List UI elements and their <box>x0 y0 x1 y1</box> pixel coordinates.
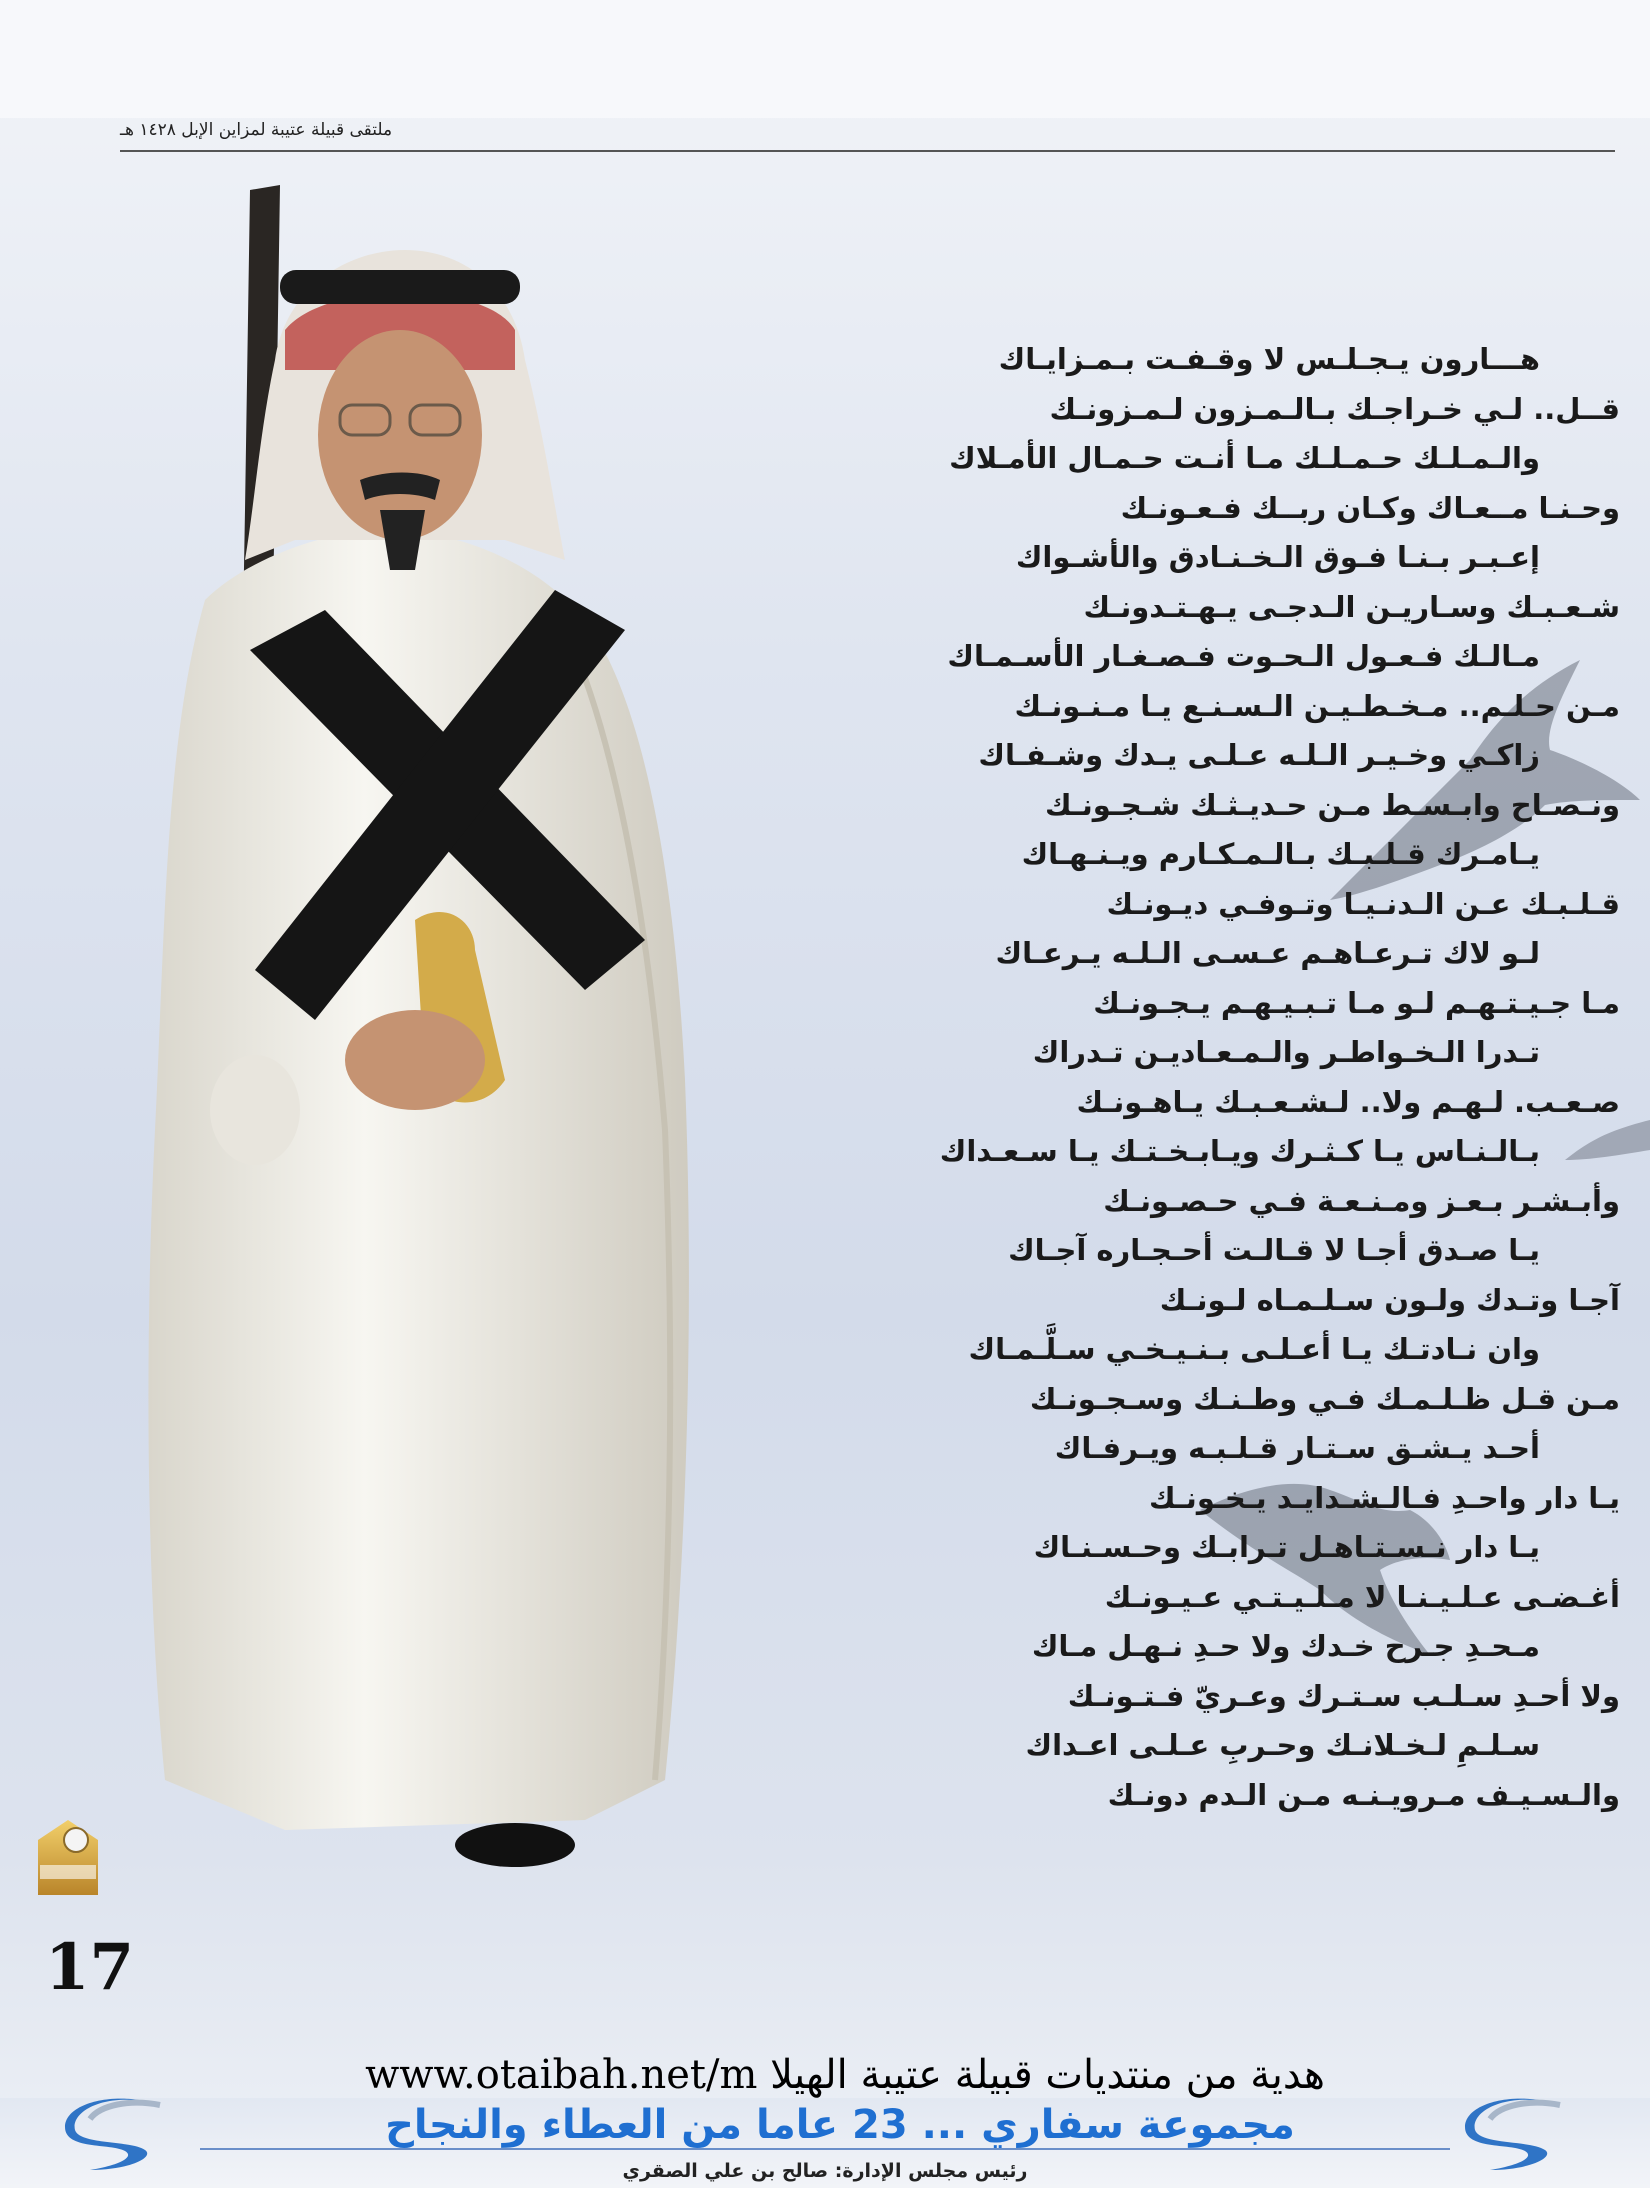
poem-line: مـالـك فـعـول الـحـوت فـصـغـار الأسـمـاك <box>947 639 1540 673</box>
poem-line: آجـا وتـدك ولـون سـلـمـاه لـونـك <box>1159 1282 1620 1317</box>
poem-line: أغـضـى عـلـيـنـا لا مـلـيـتـي عـيـونـك <box>1104 1579 1620 1614</box>
poem-line: يـا دار نـسـتـاهـل تـرابـك وحـسـنـاك <box>1033 1530 1540 1564</box>
chairman-credit: رئيس مجلس الإدارة: صالح بن علي الصقري <box>622 2160 1028 2182</box>
poem-line: وحـنـا مــعـاك وكـان ربــك فـعـونـك <box>1120 490 1620 525</box>
poem-line: وان نـادتـك يـا أعـلـى بـنـيـخـي سـلَّـمـاك <box>968 1332 1540 1366</box>
poem-line: يـا دار واحـدِ فـالـشـدايـد يـخـونـك <box>1149 1480 1620 1515</box>
poem-line: وأبـشـر بـعـز ومـنـعـة فـي حـصـونـك <box>1103 1183 1620 1218</box>
forum-url-watermark: www.otaibah.net/m هدية من منتديات قبيلة عتيبة الهيلا <box>365 2052 1325 2098</box>
portrait-figure-graphic <box>85 180 725 1890</box>
poem-line: ولا أحـدِ سـلـب سـتـرك وعـريّ فـتـونـك <box>1067 1678 1620 1713</box>
poem-line: والـمـلـك حـمـلـك مـا أنـت حـمـال الأمـلاك <box>949 441 1540 475</box>
poem-line: مـحـدِ جـرح خـدك ولا حـدِ نـهـل مـاك <box>1031 1629 1540 1663</box>
poem-text-block <box>740 335 1620 1820</box>
footer-divider <box>200 2148 1450 2150</box>
poem-line: مـا جـيـتـهـم لـو مـا تـبـيـهـم يـجـونـك <box>1093 985 1620 1020</box>
header-divider <box>120 150 1615 152</box>
poem-line: أحـد يـشـق سـتـار قـلـبـه ويـرفـاك <box>1054 1431 1540 1465</box>
poem-line: مـن حـلـم.. مـخـطـيـن الـسـنـع يـا مـنـونـك <box>1014 688 1620 723</box>
poem-line: سـلـمِ لـخـلانـك وحـربِ عـلـى اعـداك <box>1025 1728 1540 1762</box>
safari-swoosh-logo-right <box>1460 2085 1570 2175</box>
poem-line: قــل.. لـي خـراجـك بـالـمـزون لـمـزونـك <box>1049 391 1620 426</box>
safari-group-slogan: مجموعة سفاري ... 23 عاما من العطاء والنجاح <box>385 2102 1295 2148</box>
safari-swoosh-logo-left <box>60 2085 170 2175</box>
poem-line: لـو لاك تـرعـاهـم عـسـى الـلـه يـرعـاك <box>995 936 1540 970</box>
poem-line: قـلـبـك عـن الـدنـيـا وتـوفـي ديـونـك <box>1106 886 1620 921</box>
page-header-title: ملتقى قبيلة عتيبة لمزاين الإبل ١٤٢٨ هـ <box>120 120 393 140</box>
top-margin <box>0 0 1650 118</box>
poem-line: مـن قـل ظـلـمـك فـي وطـنـك وسـجـونـك <box>1029 1381 1620 1416</box>
poem-line: صـعـب. لـهـم ولا.. لـشـعـبـك يـاهـونـك <box>1076 1084 1620 1119</box>
poem-line: يـا صـدق أجـا لا قـالـت أحـجـاره آجـاك <box>1008 1233 1540 1267</box>
poem-line: يـامـرك قـلـبـك بـالـمـكـارم ويـنـهـاك <box>1021 837 1540 871</box>
poem-line: تـدرا الـخـواطـر والـمـعـاديـن تـدراك <box>1032 1035 1540 1069</box>
poem-line: ونـصـاح وابـسـط مـن حـديـثـك شـجـونـك <box>1044 787 1620 822</box>
poem-line: شـعـبـك وسـاريـن الـدجـى يـهـتـدونـك <box>1083 589 1620 624</box>
poem-line: والـسـيـف مـرويـنـه مـن الـدم دونـك <box>1107 1777 1620 1812</box>
poem-line: زاكـي وخـيـر الـلـه عـلـى يـدك وشـفـاك <box>978 738 1540 772</box>
poem-line: بـالـنـاس يـا كـثـرك ويـابـخـتـك يـا سـعـداك <box>939 1134 1540 1168</box>
page-number: 17 <box>45 1930 135 2005</box>
poem-line: إعـبـر بـنـا فـوق الـخـنـادق والأشـواك <box>1015 540 1540 574</box>
alhayla-badge-logo <box>18 1810 118 1910</box>
poem-line: هـــارون يـجـلـس لا وقـفـت بـمـزايـاك <box>998 342 1540 376</box>
